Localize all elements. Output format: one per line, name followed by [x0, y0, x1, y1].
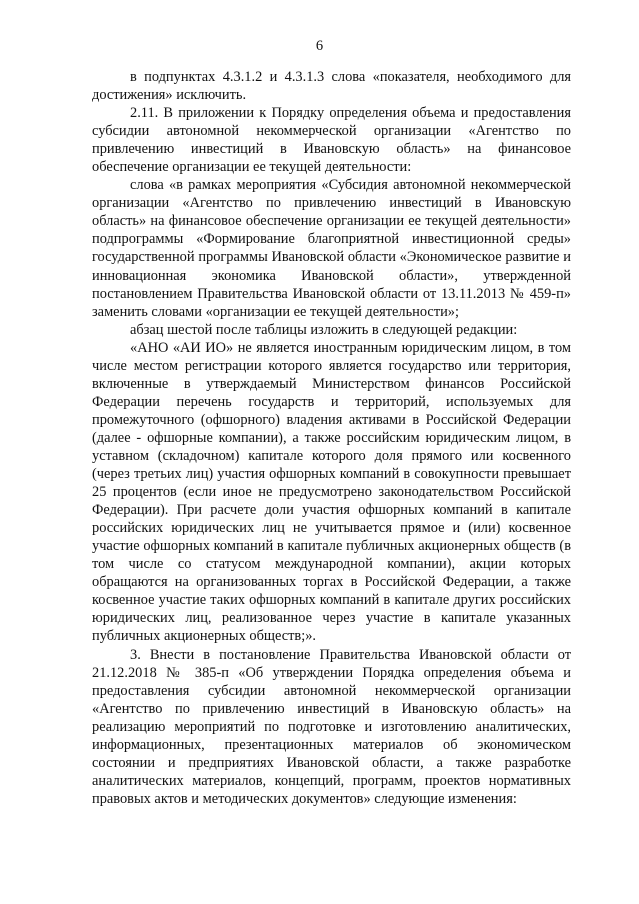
- page-number: 6: [315, 38, 324, 54]
- paragraph-ano-ai-io-quote: «АНО «АИ ИО» не является иностранным юридическим лицом, в том числе местом регистрации которого является государство или территория, включенные в утверждаемый Министерством финансов Российской Федерации перечень государств и территорий, используемых для промежуточного (офшорного) владения активами в Российской Федерации (далее - офшорные компании), а также российским юридическим лицом, в уставном (складочном) капитале которого доля прямого или косвенного (через третьих лиц) участия офшорных компаний в совокупности превышает 25 процентов (если иное не предусмотрено законодательством Российской Федерации). При расчете доли участия офшорных компаний в капитале российских юридических лиц не учитывается прямое и (или) косвенное участие офшорных компаний в капитале публичных акционерных обществ (в том числе со статусом международной компании), акции которых обращаются на организованных торгах в Российской Федерации, а также косвенное участие таких офшорных компаний в капитале других российских юридических лиц, реализованное через участие в капитале указанных публичных акционерных обществ;».: [92, 339, 571, 645]
- paragraph-item-3: 3. Внести в постановление Правительства Ивановской области от 21.12.2018 № 385-п «Об утверждении Порядка определения объема и предоставления субсидии автономной некоммерческой организации «Агентство по привлечению инвестиций в Ивановскую область» на реализацию мероприятий по подготовке и изготовлению аналитических, информационных, презентационных материалов об экономическом состоянии и предприятиях Ивановской области, а также разработке аналитических материалов, концепций, программ, проектов нормативных правовых актов и методических документов» следующие изменения:: [92, 646, 571, 807]
- paragraph-words-replacement: слова «в рамках мероприятия «Субсидия автономной некоммерческой организации «Агентство по привлечению инвестиций в Ивановскую область» на финансовое обеспечение организации ее текущей деятельности» подпрограммы «Формирование благоприятной инвестиционной среды» государственной программы Ивановской области «Экономическое развитие и инновационная экономика Ивановской области», утвержденной постановлением Правительства Ивановской области от 13.11.2013 № 459-п» заменить словами «организации ее текущей деятельности»;: [92, 177, 571, 320]
- paragraph-sixth-abzac: абзац шестой после таблицы изложить в следующей редакции:: [130, 321, 518, 338]
- paragraph-2-11: 2.11. В приложении к Порядку определения объема и предоставления субсидии автономной некоммерческой организации «Агентство по привлечению инвестиций в Ивановскую область» на финансовое обеспечение организации ее текущей деятельности:: [92, 105, 571, 176]
- document-body: [92, 68, 571, 808]
- paragraph-subpoints-exclusion: в подпунктах 4.3.1.2 и 4.3.1.3 слова «показателя, необходимого для достижения» исключить.: [92, 69, 571, 104]
